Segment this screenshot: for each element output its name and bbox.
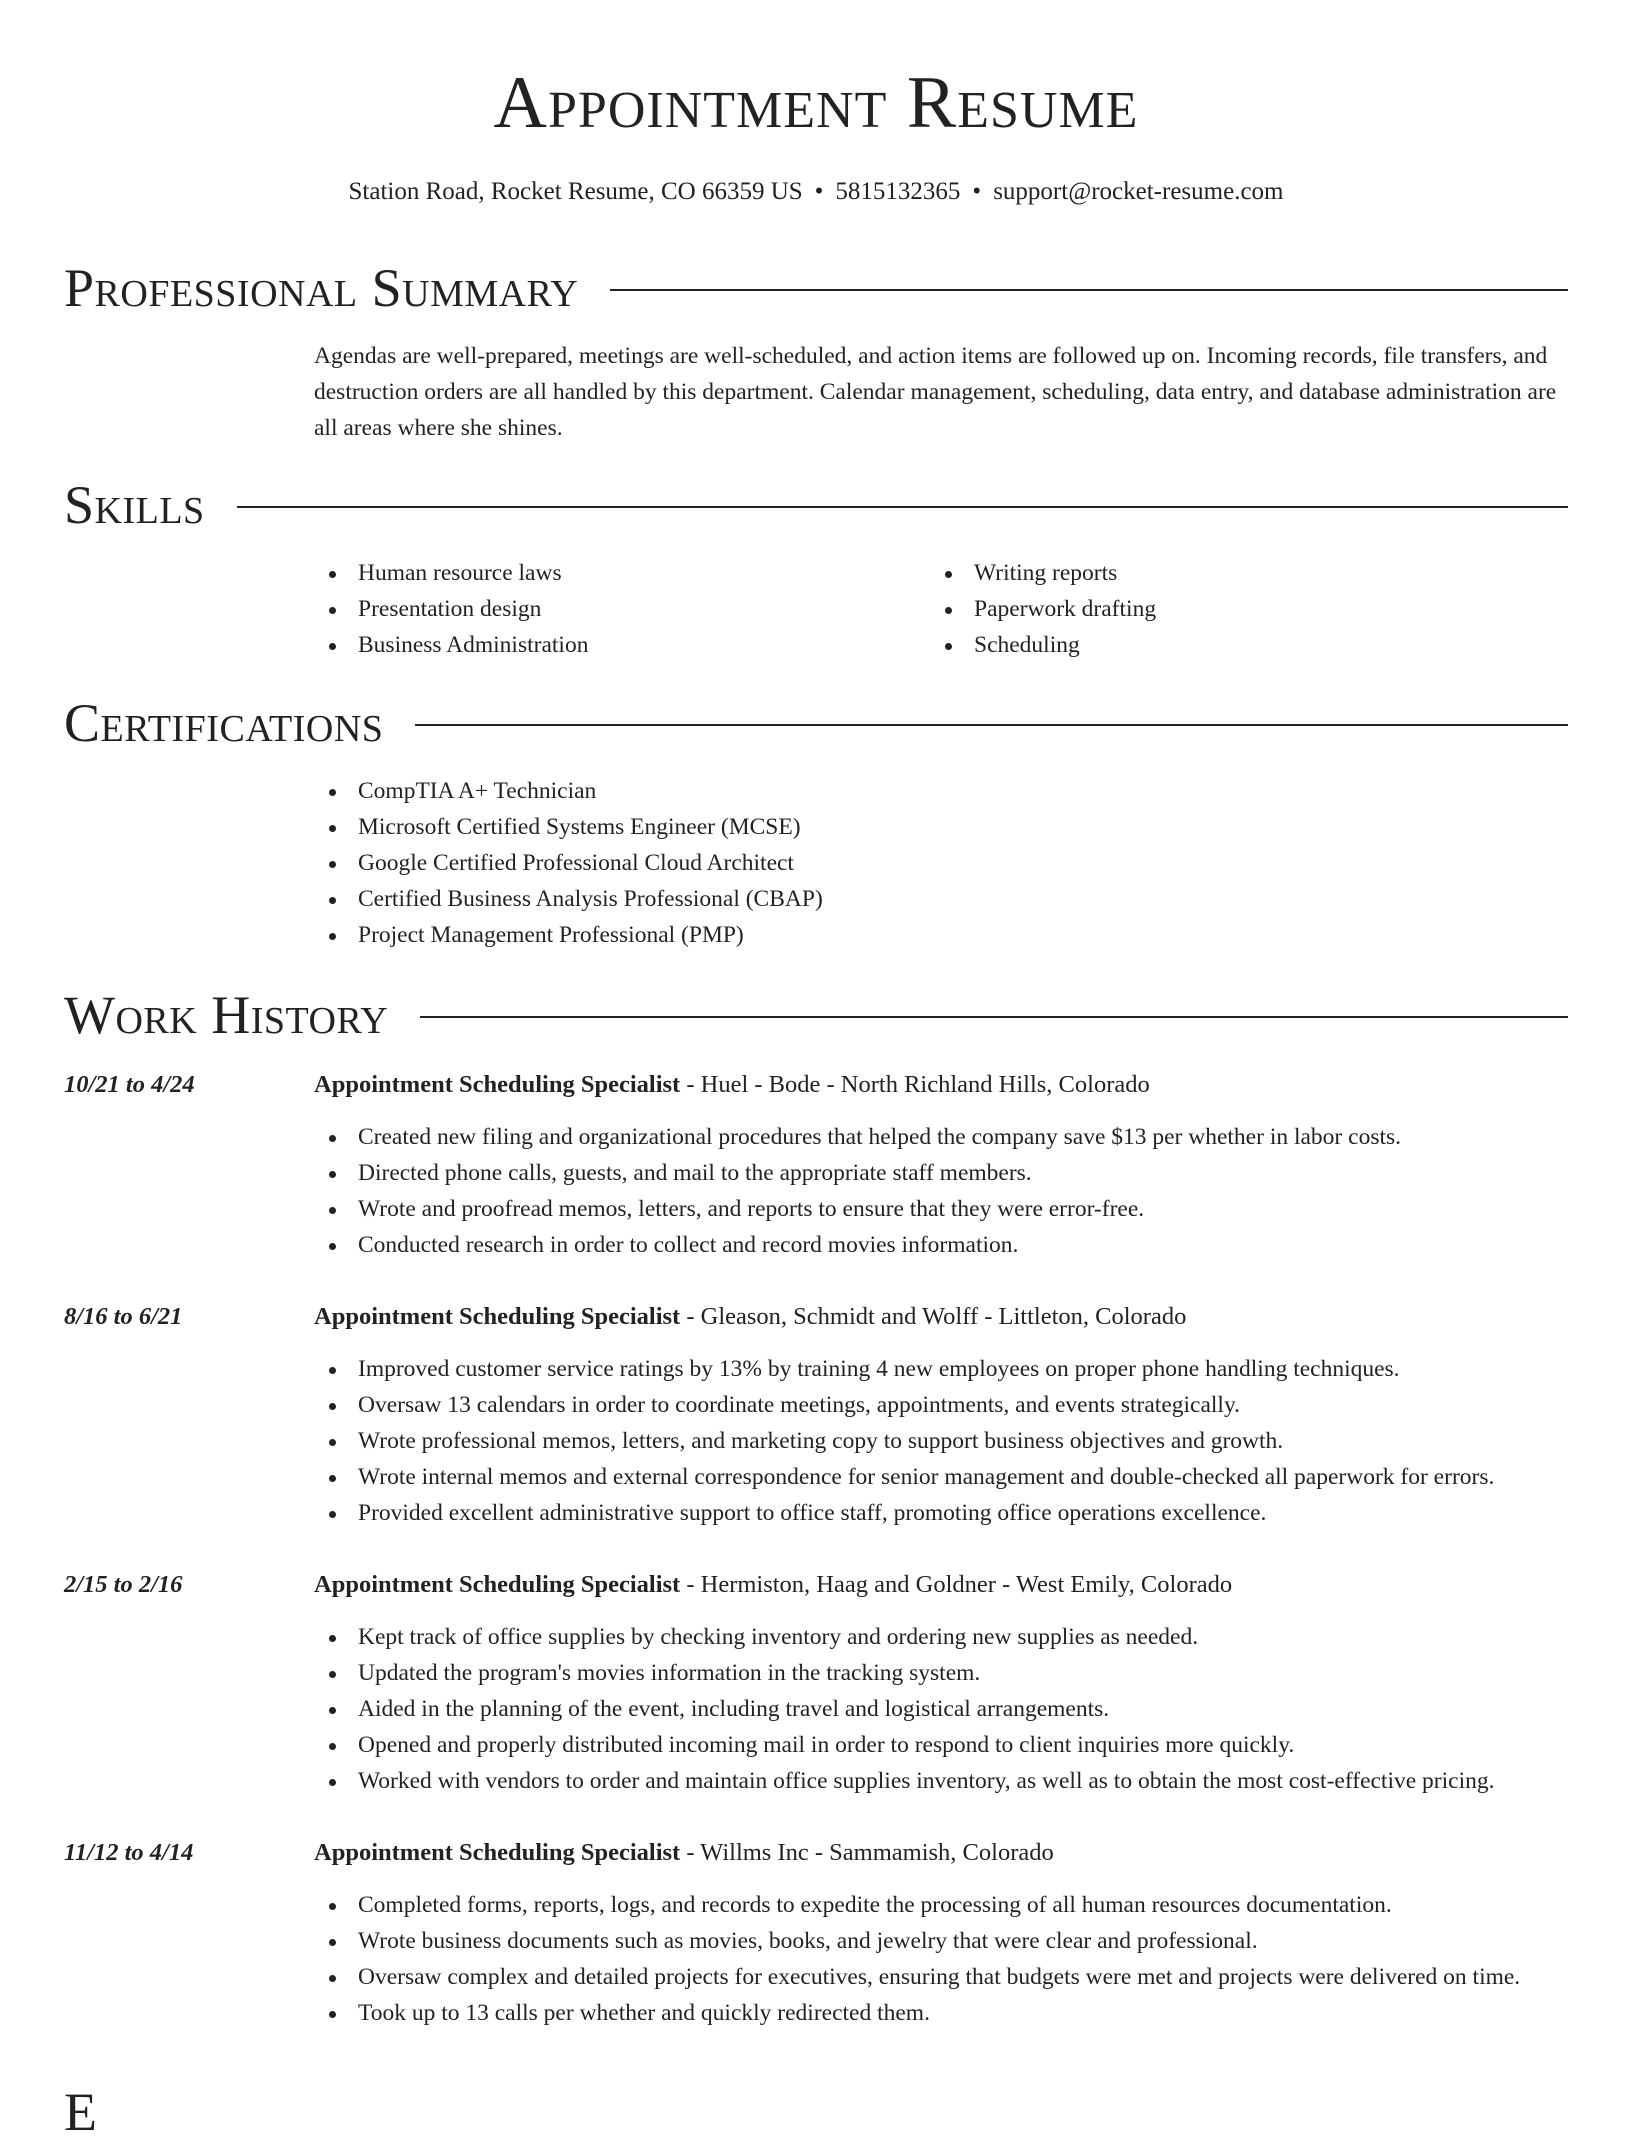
skill-item: Business Administration (314, 627, 914, 663)
job-bullet: Oversaw complex and detailed projects for executives, ensuring that budgets were met and projects were delivered on time. (314, 1959, 1568, 1995)
job-heading (314, 1067, 1150, 1103)
contact-separator: • (814, 178, 824, 205)
section-title: Certifications (64, 693, 384, 753)
job-role: Appointment Scheduling Specialist (314, 1071, 681, 1098)
section-header-certifications (64, 693, 1568, 753)
contact-email: support@rocket-resume.com (993, 178, 1284, 205)
contact-phone: 5815132365 (835, 178, 961, 205)
skills-list-left (314, 555, 914, 663)
job-role: Appointment Scheduling Specialist (314, 1839, 681, 1866)
job-bullet: Oversaw 13 calendars in order to coordinate meetings, appointments, and events strategically. (314, 1387, 1568, 1423)
section-divider (420, 1016, 1568, 1018)
job-employer: - Huel - Bode - North Richland Hills, Colorado (680, 1071, 1150, 1098)
section-header-work-history (64, 985, 1568, 1045)
job-bullet: Completed forms, reports, logs, and records to expedite the processing of all human resources documentation. (314, 1887, 1568, 1923)
skill-item: Human resource laws (314, 555, 914, 591)
job-heading (314, 1567, 1232, 1603)
section-title: Work History (64, 985, 389, 1045)
job-bullets (314, 1619, 1568, 1799)
job-bullet: Updated the program's movies information in the tracking system. (314, 1655, 1568, 1691)
job-bullet: Created new filing and organizational procedures that helped the company save $13 per whether in labor costs. (314, 1119, 1568, 1155)
job-dates: 2/15 to 2/16 (64, 1571, 183, 1598)
skill-item: Presentation design (314, 591, 914, 627)
job-bullet: Wrote business documents such as movies, books, and jewelry that were clear and professional. (314, 1923, 1568, 1959)
job-bullets (314, 1351, 1568, 1531)
contact-separator: • (972, 178, 982, 205)
job-role: Appointment Scheduling Specialist (314, 1571, 681, 1598)
certifications-list (314, 773, 1568, 953)
contact-line (0, 174, 1632, 210)
skill-item: Scheduling (930, 627, 1530, 663)
job-bullet: Wrote and proofread memos, letters, and reports to ensure that they were error-free. (314, 1191, 1568, 1227)
section-divider (610, 289, 1568, 291)
job-heading (314, 1835, 1054, 1871)
job-employer: - Hermiston, Haag and Goldner - West Emily, Colorado (680, 1571, 1233, 1598)
job-bullet: Worked with vendors to order and maintain office supplies inventory, as well as to obtain the most cost-effective pricing. (314, 1763, 1568, 1799)
section-title: Skills (64, 475, 205, 535)
job-bullet: Wrote internal memos and external correspondence for senior management and double-checked all paperwork for errors. (314, 1459, 1568, 1495)
contact-address: Station Road, Rocket Resume, CO 66359 US (348, 178, 803, 205)
section-divider (415, 724, 1568, 726)
certification-item: Certified Business Analysis Professional (CBAP) (314, 881, 1568, 917)
certification-item: CompTIA A+ Technician (314, 773, 1568, 809)
job-dates: 11/12 to 4/14 (64, 1839, 194, 1866)
job-bullet: Directed phone calls, guests, and mail to the appropriate staff members. (314, 1155, 1568, 1191)
resume-name: Appointment Resume (493, 62, 1139, 144)
certification-item: Microsoft Certified Systems Engineer (MCSE) (314, 809, 1568, 845)
next-section-title-cutoff: E (64, 2082, 97, 2142)
job-employer: - Gleason, Schmidt and Wolff - Littleton, Colorado (680, 1303, 1187, 1330)
skill-item: Paperwork drafting (930, 591, 1530, 627)
section-header-summary (64, 258, 1568, 318)
job-employer: - Willms Inc - Sammamish, Colorado (680, 1839, 1054, 1866)
job-dates: 10/21 to 4/24 (64, 1071, 195, 1098)
job-bullet: Improved customer service ratings by 13% by training 4 new employees on proper phone handling techniques. (314, 1351, 1568, 1387)
section-header-skills (64, 475, 1568, 535)
job-bullet: Provided excellent administrative support to office staff, promoting office operations excellence. (314, 1495, 1568, 1531)
skills-list-right (930, 555, 1530, 663)
summary-text: Agendas are well-prepared, meetings are well-scheduled, and action items are followed up on. Incoming records, file transfers, and destruction orders are all handled by this department. Calendar management, scheduling, data entry, and database administration are all areas where she shines. (314, 343, 1557, 441)
skill-item: Writing reports (930, 555, 1530, 591)
job-heading (314, 1299, 1186, 1335)
job-bullet: Kept track of office supplies by checking inventory and ordering new supplies as needed. (314, 1619, 1568, 1655)
certification-item: Project Management Professional (PMP) (314, 917, 1568, 953)
certification-item: Google Certified Professional Cloud Architect (314, 845, 1568, 881)
job-bullets (314, 1119, 1568, 1263)
job-bullet: Conducted research in order to collect and record movies information. (314, 1227, 1568, 1263)
job-role: Appointment Scheduling Specialist (314, 1303, 681, 1330)
job-bullet: Wrote professional memos, letters, and marketing copy to support business objectives and growth. (314, 1423, 1568, 1459)
job-bullet: Opened and properly distributed incoming mail in order to respond to client inquiries more quickly. (314, 1727, 1568, 1763)
section-title: Professional Summary (64, 258, 579, 318)
job-bullet: Took up to 13 calls per whether and quickly redirected them. (314, 1995, 1568, 2031)
section-divider (237, 506, 1568, 508)
job-bullets (314, 1887, 1568, 2031)
job-bullet: Aided in the planning of the event, including travel and logistical arrangements. (314, 1691, 1568, 1727)
job-dates: 8/16 to 6/21 (64, 1303, 183, 1330)
